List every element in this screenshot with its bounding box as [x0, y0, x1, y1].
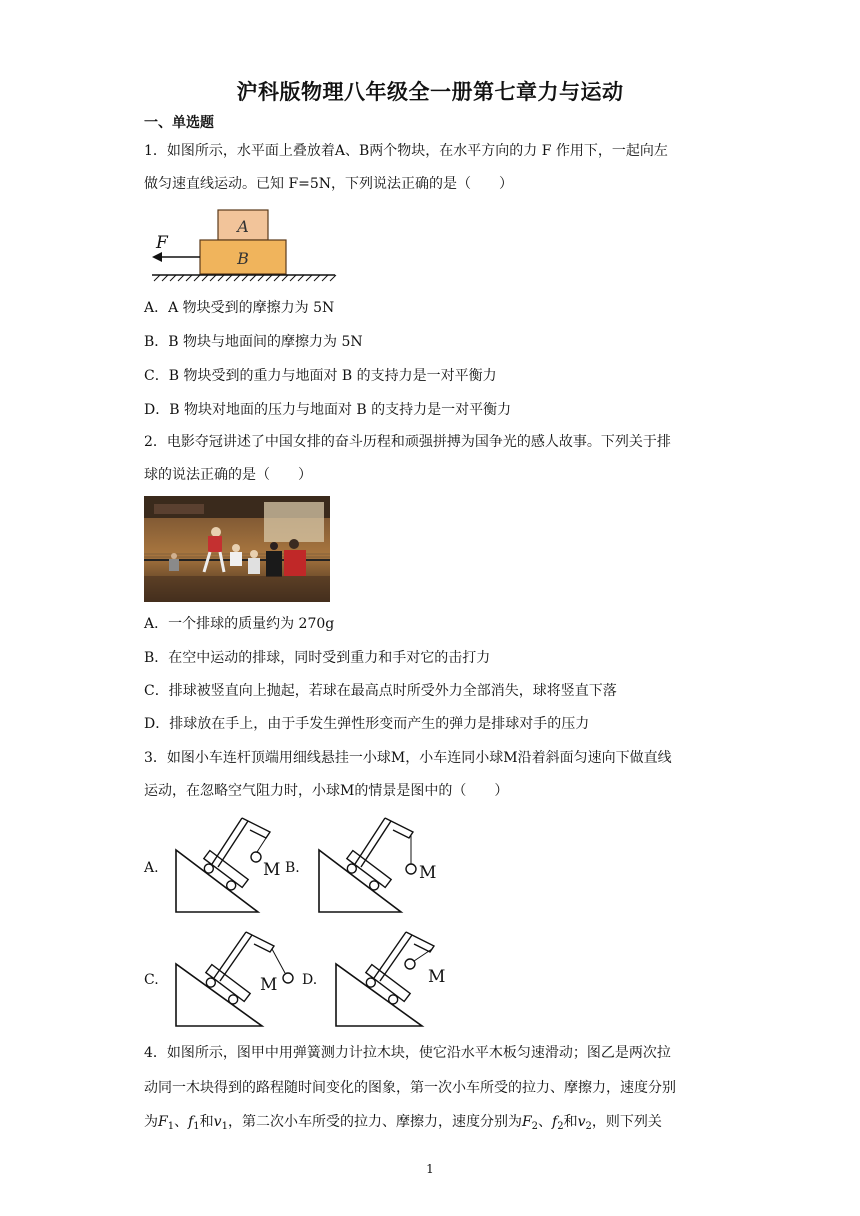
q3-option-c-letter: C.: [144, 972, 159, 988]
q4-text: 、: [174, 1114, 189, 1130]
q3-b-ball-label: M: [419, 863, 437, 883]
volleyball-photo: [144, 496, 330, 602]
q1-stem-line2: 做匀速直线运动。已知 F=5N，下列说法正确的是（ ）: [144, 176, 514, 192]
q4-text: 和: [199, 1114, 214, 1130]
page-title: 沪科版物理八年级全一册第七章力与运动: [236, 80, 624, 104]
q4-symbol-f1-lower: f: [188, 1114, 194, 1130]
q1-option-c: C．B 物块受到的重力与地面对 B 的支持力是一对平衡力: [144, 368, 497, 384]
q4-text: 和: [563, 1114, 578, 1130]
q3-c-ball-label: M: [260, 975, 278, 995]
q4-symbol-v1: v: [213, 1114, 222, 1130]
block-a-label: A: [237, 217, 249, 236]
q3-option-a-letter: A.: [144, 860, 159, 876]
q4-stem-line1: 4．如图所示，图甲中用弹簧测力计拉木块，使它沿水平木板匀速滑动；图乙是两次拉: [144, 1045, 671, 1061]
q3-figure-c: [170, 924, 300, 1030]
q1-option-b: B．B 物块与地面间的摩擦力为 5N: [144, 334, 363, 350]
q1-figure: [150, 206, 340, 282]
q2-option-c: C．排球被竖直向上抛起，若球在最高点时所受外力全部消失，球将竖直下落: [144, 683, 617, 699]
q4-symbol-f2: F: [521, 1114, 532, 1130]
q3-d-ball-label: M: [428, 967, 446, 987]
q2-option-a: A．一个排球的质量约为 270g: [144, 616, 335, 632]
page-number: 1: [426, 1162, 434, 1176]
q3-option-b-letter: B.: [285, 860, 300, 876]
q2-stem-line2: 球的说法正确的是（ ）: [144, 467, 312, 483]
force-arrowhead: [152, 252, 162, 262]
q4-stem-line2: 动同一木块得到的路程随时间变化的图象，第一次小车所受的拉力、摩擦力，速度分别: [144, 1080, 676, 1096]
q3-figure-a: [170, 812, 285, 916]
force-label: F: [156, 233, 168, 253]
q4-stem-line3: [144, 1112, 662, 1137]
q4-sub: 2: [585, 1121, 592, 1132]
q4-sub: 1: [167, 1121, 175, 1132]
q3-figure-d: [330, 924, 460, 1030]
q4-text: 为: [144, 1114, 158, 1130]
q3-option-d-letter: D.: [302, 972, 318, 988]
q2-option-d: D．排球放在手上，由于手发生弹性形变而产生的弹力是排球对手的压力: [144, 716, 590, 732]
q3-stem-line1: 3．如图小车连杆顶端用细线悬挂一小球M，小车连同小球M沿着斜面匀速向下做直线: [144, 750, 672, 766]
q4-text: 、: [538, 1114, 553, 1130]
q4-sub: 1: [221, 1121, 228, 1132]
q1-stem-line1: 1．如图所示，水平面上叠放着A、B两个物块，在水平方向的力 F 作用下，一起向左: [144, 143, 668, 159]
q1-option-a: A．A 物块受到的摩擦力为 5N: [144, 300, 335, 316]
q2-option-b: B．在空中运动的排球，同时受到重力和手对它的击打力: [144, 650, 491, 666]
q4-text: ，则下列关: [591, 1114, 662, 1130]
q3-a-ball-label: M: [263, 860, 281, 880]
q3-stem-line2: 运动，在忽略空气阻力时，小球M的情景是图中的（ ）: [144, 783, 509, 799]
q4-symbol-v2: v: [577, 1114, 586, 1130]
q4-symbol-f1: F: [158, 1114, 168, 1130]
q4-text: ，第二次小车所受的拉力、摩擦力，速度分别为: [227, 1114, 522, 1130]
section-heading: 一、单选题: [144, 115, 214, 131]
q4-symbol-f2-lower: f: [552, 1114, 558, 1130]
ground-hatching: [154, 275, 336, 281]
q4-sub: 2: [557, 1121, 564, 1132]
q4-sub: 1: [193, 1121, 200, 1132]
q3-figure-b: [313, 812, 443, 916]
block-b-label: B: [237, 249, 249, 268]
q4-sub: 2: [531, 1121, 539, 1132]
q2-stem-line1: 2．电影夺冠讲述了中国女排的奋斗历程和顽强拼搏为国争光的感人故事。下列关于排: [144, 434, 671, 450]
q1-option-d: D．B 物块对地面的压力与地面对 B 的支持力是一对平衡力: [144, 402, 512, 418]
